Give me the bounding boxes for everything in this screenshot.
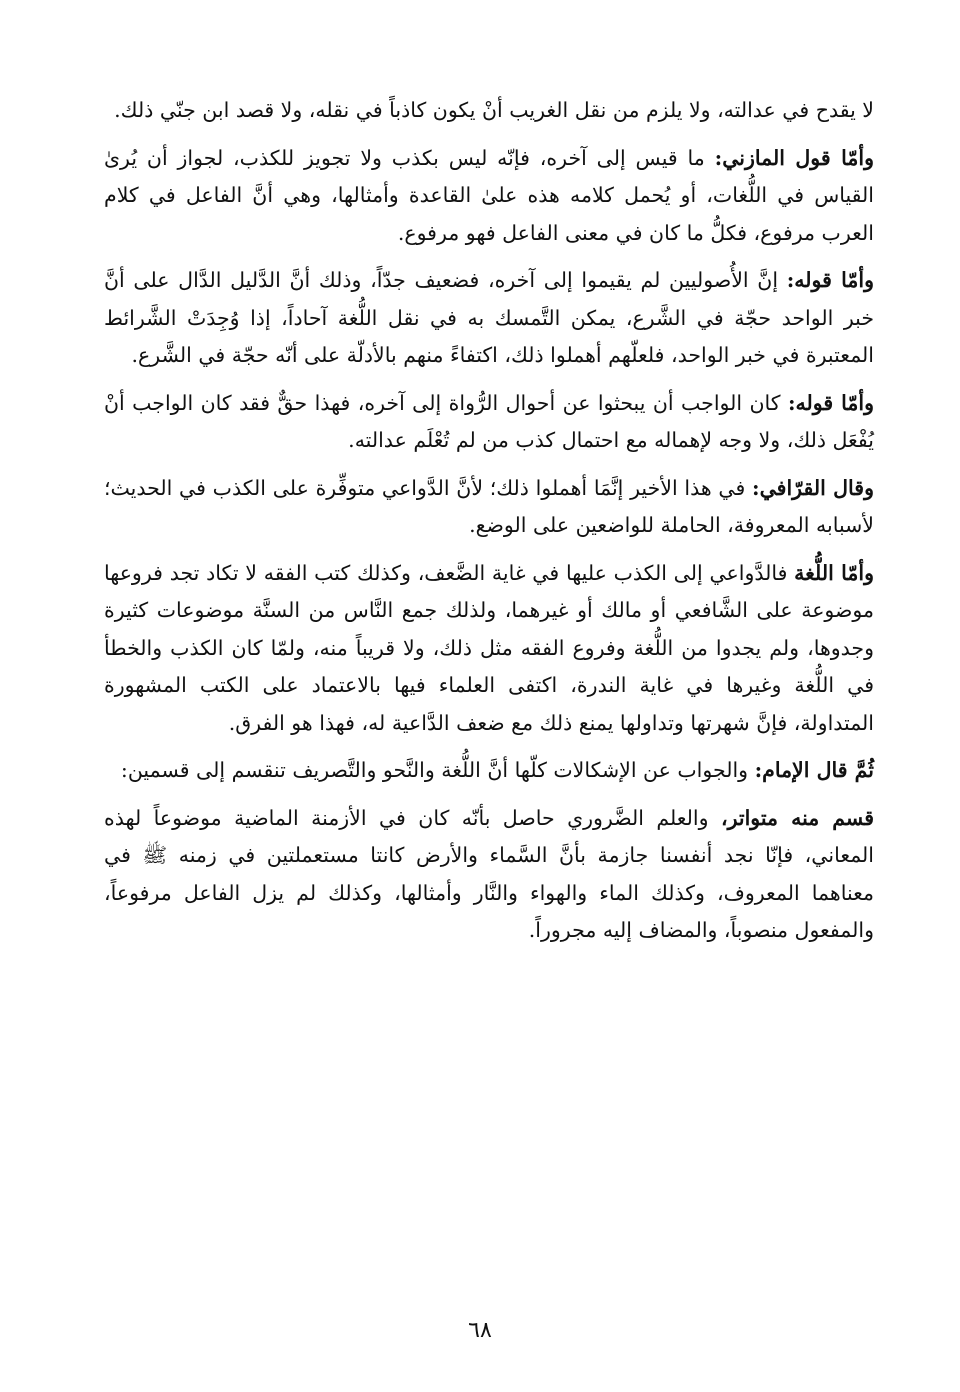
paragraph-text: لا يقدح في عدالته، ولا يلزم من نقل الغريب أنْ يكون كاذباً في نقله، ولا قصد ابن جنّي ذلك. — [114, 98, 874, 122]
paragraph-text: في هذا الأخير إنَّمَا أهملوا ذلك؛ لأنَّ الدَّواعي متوفِّرة على الكذب في الحديث؛ لأسبابه المعروفة، الحاملة للواضعين على الوضع. — [104, 475, 874, 537]
paragraph-lead: وقال القرّافي: — [752, 475, 875, 500]
paragraph-6 — [104, 555, 874, 743]
paragraph-3 — [104, 262, 874, 375]
paragraph-7 — [104, 752, 874, 790]
paragraph-text: والجواب عن الإشكالات كلّها أنَّ اللُّغة والنَّحو والتَّصريف تنقسم إلى قسمين: — [120, 758, 755, 782]
paragraph-lead: وأمّا قوله: — [786, 268, 875, 292]
paragraph-lead: ثُمَّ قال الإمام: — [754, 758, 874, 782]
paragraph-5 — [104, 470, 874, 545]
paragraph-8 — [104, 800, 874, 950]
paragraph-1 — [104, 92, 874, 130]
paragraph-lead: وأمّا اللُّغة — [794, 560, 874, 585]
paragraph-text: إنَّ الأُصوليين لم يقيموا إلى آخره، فضعيف جدّاً، وذلك أنَّ الدَّليل الدَّال على أنَّ خبر الواحد حجّة في الشَّرع، يمكن التَّمسك به في نقل اللُّغة آحاداً، إذا وُجِدَتْ الشَّرائط المعتبرة في خبر الواحد، فلعلّهم أهملوا ذلك، اكتفاءً منهم بالأدلّة على أنّه حجّة في الشَّرع. — [104, 268, 874, 367]
page-number: ٦٨ — [468, 1318, 492, 1343]
paragraph-lead: وأمّا قوله: — [787, 390, 875, 415]
paragraph-4 — [104, 385, 874, 460]
body-text — [104, 92, 874, 960]
paragraph-lead: قسم منه متواتر، — [720, 805, 874, 830]
paragraph-lead: وأمّا قول المازني: — [714, 145, 874, 170]
paragraph-text: كان الواجب أن يبحثوا عن أحوال الرُّواة إلى آخره، فهذا حقٌّ فقد كان الواجب أنْ يُفْعَل ذلك، ولا وجه لإهماله مع احتمال كذب من لم تُعْلَم عدالته. — [104, 390, 874, 452]
paragraph-text: ما قيس إلى آخره، فإنّه ليس بكذب ولا تجويز للكذب، لجواز أن يُرىٰ القياس في اللُّغات، أو يُحمل كلامه هذه علىٰ القاعدة وأمثالها، وهي أنَّ الفاعل في كلام العرب مرفوع، فكلُّ ما كان في معنى الفاعل فهو مرفوع. — [104, 145, 874, 245]
paragraph-text: والعلم الضَّروري حاصل بأنّه كان في الأزمنة الماضية موضوعاً لهذه المعاني، فإنّا نجد أنفسنا جازمة بأنَّ السَّماء والأرض كانتا مستعملتين في زمنه ﷺ في معناهما المعروف، وكذلك الماء والهواء والنَّار وأمثالها، وكذلك لم يزل الفاعل مرفوعاً، والمفعول منصوباً، والمضاف إليه مجروراً. — [104, 805, 874, 942]
paragraph-text: فالدَّواعي إلى الكذب عليها في غاية الضَّعف، وكذلك كتب الفقه لا تكاد تجد فروعها موضوعة على الشَّافعي أو مالك أو غيرهما، ولذلك جمع النَّاس من السنَّة موضوعات كثيرة وجدوها، ولم يجدوا من اللُّغة وفروع الفقه مثل ذلك، ولا قريباً منه، ولمّا كان الكذب والخطأ في اللُّغة وغيرها في غاية الندرة، اكتفى العلماء فيها بالاعتماد على الكتب المشهورة المتداولة، فإنَّ شهرتها وتداولها يمنع ذلك مع ضعف الدَّاعية له، فهذا هو الفرق. — [104, 560, 874, 735]
paragraph-2 — [104, 140, 874, 253]
